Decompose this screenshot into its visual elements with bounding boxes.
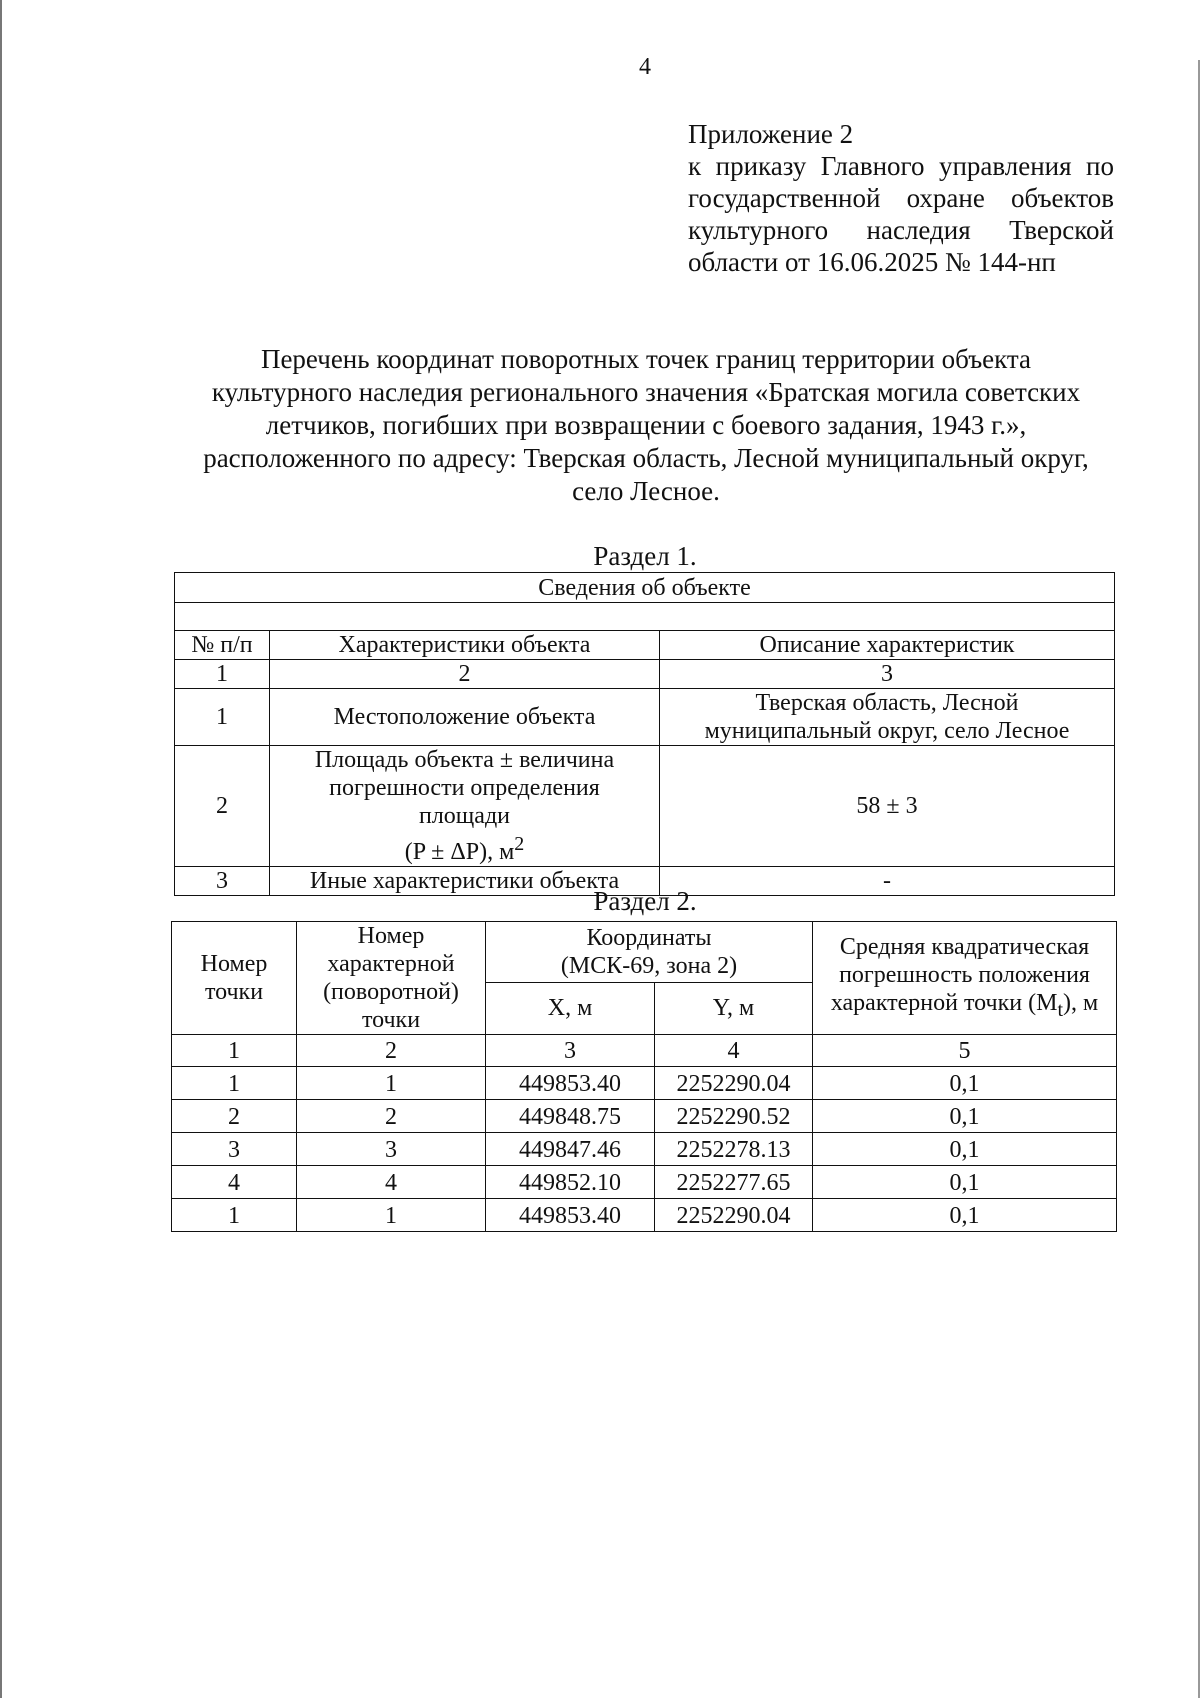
y-coordinate: 2252290.52 bbox=[655, 1100, 813, 1133]
characteristic-name: Иные характеристики объекта bbox=[270, 867, 660, 896]
section2-heading: Раздел 2. bbox=[593, 886, 697, 916]
point-number: 2 bbox=[172, 1100, 297, 1133]
appendix-line: культурного наследия Тверской bbox=[688, 215, 1114, 245]
col-index: 2 bbox=[270, 660, 660, 689]
col-index: 3 bbox=[660, 660, 1115, 689]
char-point-number: 3 bbox=[297, 1133, 486, 1166]
error-value: 0,1 bbox=[813, 1166, 1117, 1199]
header-description: Описание характеристик bbox=[660, 631, 1115, 660]
y-coordinate: 2252277.65 bbox=[655, 1166, 813, 1199]
error-value: 0,1 bbox=[813, 1133, 1117, 1166]
point-number: 3 bbox=[172, 1133, 297, 1166]
header-error: Средняя квадратическая погрешность положения характерной точки $(M_t)$, м bbox=[813, 922, 1117, 1035]
title-line: село Лесное. bbox=[572, 476, 720, 506]
x-coordinate: 449853.40 bbox=[486, 1199, 655, 1232]
page-number: 4 bbox=[639, 54, 651, 80]
appendix-line: Приложение 2 bbox=[688, 119, 854, 149]
empty-row bbox=[175, 603, 1115, 631]
appendix-line: государственной охране объектов bbox=[688, 183, 1114, 213]
title-line: культурного наследия регионального значения «Братская могила советских bbox=[211, 377, 1081, 407]
point-number: 1 bbox=[172, 1199, 297, 1232]
x-coordinate: 449847.46 bbox=[486, 1133, 655, 1166]
header-y: Y, м bbox=[655, 982, 813, 1034]
y-coordinate: 2252290.04 bbox=[655, 1067, 813, 1100]
coordinates-table bbox=[171, 921, 1117, 1232]
characteristic-name: Площадь объекта ± величина погрешности определения площади (P ± ΔP), $м^2$ bbox=[270, 746, 660, 867]
characteristic-value: Тверская область, Лесной муниципальный округ, село Лесное bbox=[660, 689, 1115, 746]
y-coordinate: 2252290.04 bbox=[655, 1199, 813, 1232]
page-edge-left bbox=[0, 0, 2, 1698]
char-point-number: 1 bbox=[297, 1067, 486, 1100]
x-coordinate: 449848.75 bbox=[486, 1100, 655, 1133]
table-row bbox=[172, 1100, 1117, 1133]
row-number: 2 bbox=[175, 746, 270, 867]
header-characteristic: Характеристики объекта bbox=[270, 631, 660, 660]
col-index: 2 bbox=[297, 1035, 486, 1067]
point-number: 4 bbox=[172, 1166, 297, 1199]
col-index: 5 bbox=[813, 1035, 1117, 1067]
characteristic-value: 58 ± 3 bbox=[660, 746, 1115, 867]
header-char-point-number: Номер характерной (поворотной) точки bbox=[297, 922, 486, 1035]
appendix-header bbox=[688, 118, 1114, 278]
col-index: 4 bbox=[655, 1035, 813, 1067]
table-row bbox=[172, 1067, 1117, 1100]
char-point-number: 4 bbox=[297, 1166, 486, 1199]
header-x: X, м bbox=[486, 982, 655, 1034]
title-line: расположенного по адресу: Тверская область, Лесной муниципальный округ, bbox=[203, 443, 1089, 473]
table-row bbox=[175, 689, 1115, 746]
header-point-number: Номер точки bbox=[172, 922, 297, 1035]
error-value: 0,1 bbox=[813, 1067, 1117, 1100]
x-coordinate: 449852.10 bbox=[486, 1166, 655, 1199]
characteristic-name: Местоположение объекта bbox=[270, 689, 660, 746]
table-row bbox=[172, 1133, 1117, 1166]
char-point-number: 1 bbox=[297, 1199, 486, 1232]
error-value: 0,1 bbox=[813, 1199, 1117, 1232]
row-number: 1 bbox=[175, 689, 270, 746]
document-title bbox=[160, 343, 1132, 508]
point-number: 1 bbox=[172, 1067, 297, 1100]
title-line: Перечень координат поворотных точек границ территории объекта bbox=[260, 344, 1032, 374]
col-index: 3 bbox=[486, 1035, 655, 1067]
header-coordinates: Координаты (МСК-69, зона 2) bbox=[486, 922, 813, 983]
table-row bbox=[172, 1199, 1117, 1232]
table-row bbox=[172, 1166, 1117, 1199]
col-index: 1 bbox=[172, 1035, 297, 1067]
characteristic-value: - bbox=[660, 867, 1115, 896]
char-point-number: 2 bbox=[297, 1100, 486, 1133]
row-number: 3 bbox=[175, 867, 270, 896]
header-number: № п/п bbox=[175, 631, 270, 660]
appendix-line: к приказу Главного управления по bbox=[688, 151, 1114, 181]
object-info-table bbox=[174, 572, 1115, 896]
error-value: 0,1 bbox=[813, 1100, 1117, 1133]
table-row bbox=[175, 746, 1115, 867]
appendix-line: области от 16.06.2025 № 144-нп bbox=[688, 247, 1056, 277]
title-line: летчиков, погибших при возвращении с боевого задания, 1943 г.», bbox=[265, 410, 1027, 440]
col-index: 1 bbox=[175, 660, 270, 689]
y-coordinate: 2252278.13 bbox=[655, 1133, 813, 1166]
x-coordinate: 449853.40 bbox=[486, 1067, 655, 1100]
table-title: Сведения об объекте bbox=[175, 573, 1115, 603]
section1-heading: Раздел 1. bbox=[593, 541, 697, 571]
